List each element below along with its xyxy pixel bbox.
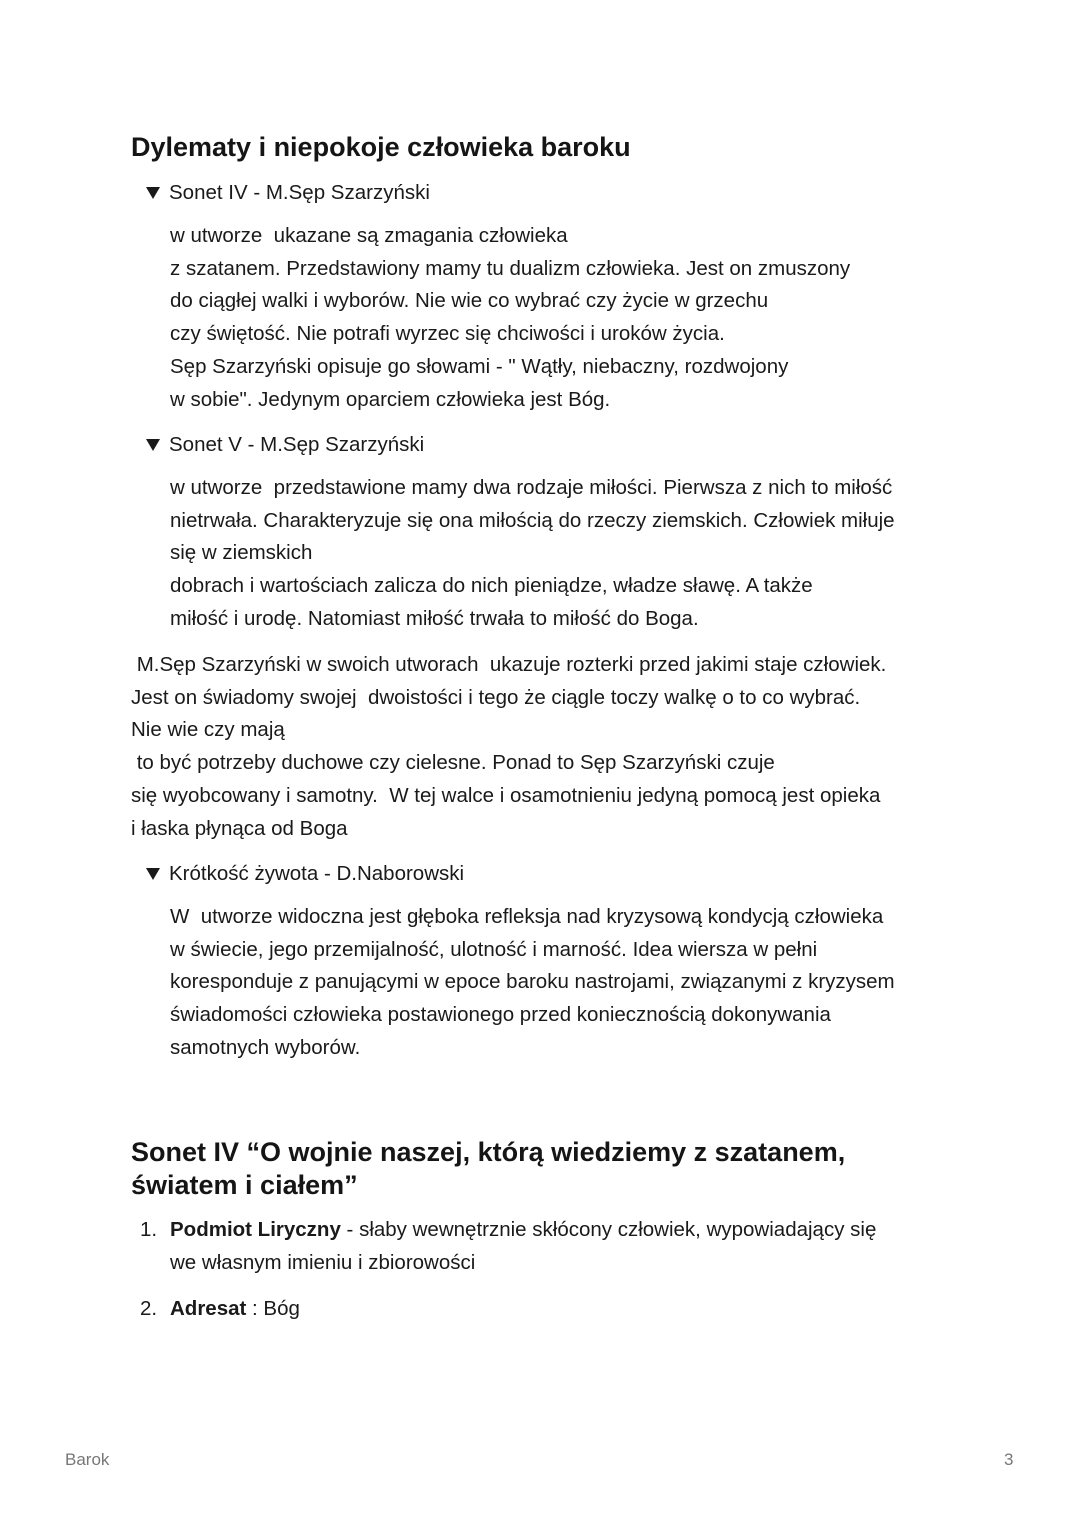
text-line: W utworze widoczna jest głęboka refleksja nad kryzysową kondycją człowieka [170,905,884,928]
text-line: Jest on świadomy swojej dwoistości i tego że ciągle toczy walkę o to co wybrać. [131,685,861,709]
list-item [140,1293,876,1326]
text-line: to być potrzeby duchowe czy cielesne. Ponad to Sęp Szarzyński czuje [131,751,775,775]
text-line: nietrwała. Charakteryzuje się ona miłością do rzeczy ziemskich. Człowiek miłuje [170,508,895,532]
toggle-sonet-iv[interactable] [146,181,430,205]
text-line: dobrach i wartościach zalicza do nich pieniądze, władze sławę. A także [170,574,813,598]
text-line: się wyobcowany i samotny. W tej walce i osamotnieniu jedyną pomocą jest opieka [131,783,881,807]
text-line: do ciągłej walki i wyborów. Nie wie co wybrać czy życie w grzechu [170,289,769,313]
section-title-dylematy: Dylematy i niepokoje człowieka baroku [131,132,631,162]
text-line: w sobie". Jedynym oparciem człowieka jest Bóg. [170,387,611,411]
toggle-triangle-icon[interactable] [146,868,160,880]
text-line: w utworze przedstawione mamy dwa rodzaje miłości. Pierwsza z nich to miłość [170,476,893,499]
footer-title: Barok [65,1450,110,1469]
toggle-triangle-icon[interactable] [146,187,160,199]
toggle-content-krotkosc-zywota [170,901,895,1065]
toggle-label: Sonet V - M.Sęp Szarzyński [169,433,425,456]
list-item-term: Adresat [170,1297,247,1320]
text-line: M.Sęp Szarzyński w swoich utworach ukazuje rozterki przed jakimi staje człowiek. [131,653,887,676]
list-item-text: - słaby wewnętrznie skłócony człowiek, wypowiadający się [340,1218,877,1241]
toggle-krotkosc-zywota[interactable] [146,862,464,886]
list-number: 2. [140,1297,158,1320]
text-line: koresponduje z panującymi w epoce baroku nastrojami, związanymi z kryzysem [170,970,895,994]
title-line: Sonet IV “O wojnie naszej, którą wiedziemy z szatanem, [131,1137,846,1167]
toggle-content-sonet-v [170,472,895,636]
section-title-sonet-iv [131,1136,845,1202]
text-line: samotnych wyborów. [170,1035,361,1059]
numbered-list [140,1214,876,1326]
text-line: Nie wie czy mają [131,718,285,742]
list-item-term: Podmiot Liryczny [170,1218,341,1241]
text-line: w utworze ukazane są zmagania człowieka [170,224,568,247]
text-line: i łaska płynąca od Boga [131,816,348,840]
toggle-triangle-icon[interactable] [146,439,160,451]
toggle-content-sonet-iv [170,220,850,416]
summary-paragraph [131,649,886,845]
list-item [140,1214,876,1279]
text-line: Sęp Szarzyński opisuje go słowami - " Wątły, niebaczny, rozdwojony [170,354,789,378]
text-line: czy świętość. Nie potrafi wyrzec się chciwości i uroków życia. [170,322,725,346]
text-line: miłość i urodę. Natomiast miłość trwała to miłość do Boga. [170,606,699,630]
title-line: światem i ciałem” [131,1170,358,1200]
list-item-text: : Bóg [246,1297,300,1320]
text-line: się w ziemskich [170,541,313,565]
page-number: 3 [1004,1450,1014,1469]
text-line: świadomości człowieka postawionego przed koniecznością dokonywania [170,1003,831,1027]
toggle-label: Sonet IV - M.Sęp Szarzyński [169,181,430,204]
text-line: z szatanem. Przedstawiony mamy tu dualizm człowieka. Jest on zmuszony [170,256,851,280]
toggle-label: Krótkość żywota - D.Naborowski [169,862,465,885]
toggle-sonet-v[interactable] [146,433,424,457]
list-number: 1. [140,1218,158,1241]
text-line: w świecie, jego przemijalność, ulotność i marność. Idea wiersza w pełni [170,937,818,961]
list-item-text: we własnym imieniu i zbiorowości [170,1250,476,1274]
